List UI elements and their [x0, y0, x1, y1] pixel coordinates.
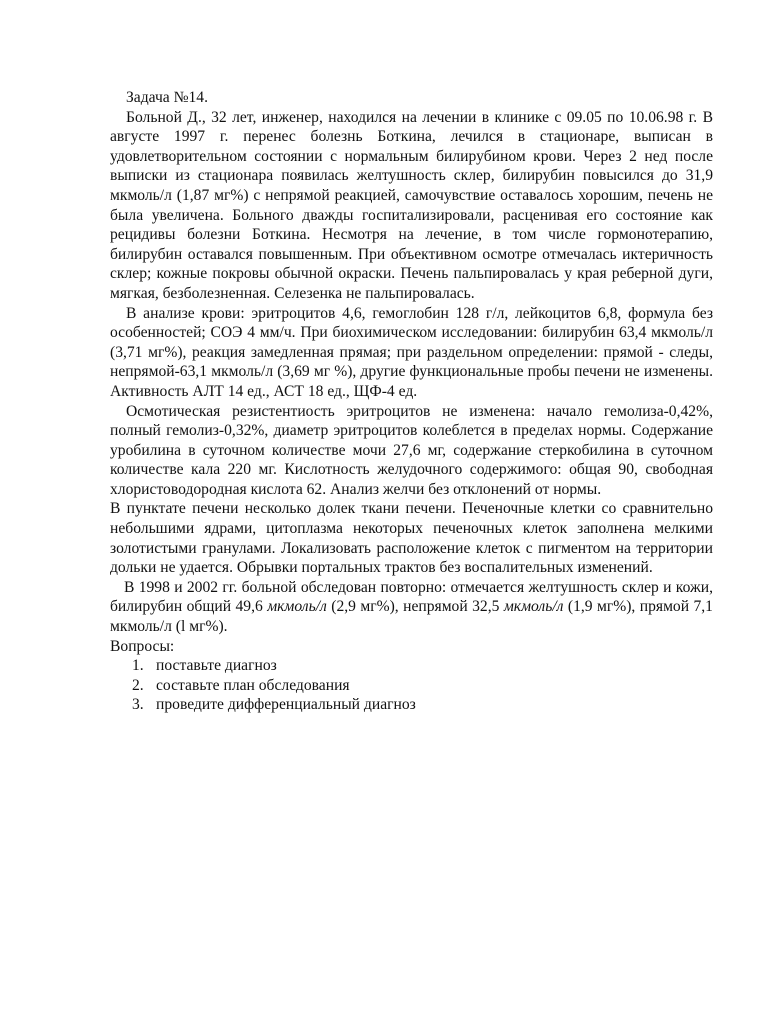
list-item-text: составьте план обследования [156, 676, 350, 694]
list-item-text: поставьте диагноз [156, 657, 277, 675]
list-item-text: проведите дифференциальный диагноз [156, 696, 416, 714]
list-item [110, 656, 713, 676]
paragraph-repeat-exam [110, 578, 713, 637]
paragraph-anamnesis: Больной Д., 32 лет, инженер, находился на лечении в клинике с 09.05 по 10.06.98 г. В августе 1997 г. перенес болезнь Боткина, лечился в стационаре, выписан в удовлетворительном состоянии с нормальным билирубином крови. Через 2 нед после выписки из стационара появилась желтушность склер, билирубин повысился до 31,9 мкмоль/л (1,87 мг%) с непрямой реакцией, самочувствие оставалось хорошим, печень не была увеличена. Больного дважды госпитализировали, расценивая его состояние как рецидивы болезни Боткина. Несмотря на лечение, в том числе гормонотерапию, билирубин оставался повышенным. При объективном осмотре отмечалась иктеричность склер; кожные покровы обычной окраски. Печень пальпировалась у края реберной дуги, мягкая, безболезненная. Селезенка не пальпировалась. [110, 108, 713, 302]
repeat-exam-part3: (1,9 мг%), прямой 7,1 мкмоль/л (l мг%). [110, 598, 713, 636]
questions-label: Вопросы: [110, 637, 175, 655]
paragraph-blood-analysis: В анализе крови: эритроцитов 4,6, гемоглобин 128 г/л, лейкоцитов 6,8, формула без особенностей; СОЭ 4 мм/ч. При биохимическом исследовании: билирубин 63,4 мкмоль/л (3,71 мг%), реакция замедленная прямая; при раздельном определении: прямой - следы, непрямой-63,1 мкмоль/л (3,69 мг %), другие функциональные пробы печени не изменены. Активность АЛТ 14 ед., АСТ 18 ед., ЩФ-4 ед. [110, 304, 713, 400]
list-item-number: 1. [132, 657, 144, 675]
task-title: Задача №14. [126, 89, 208, 106]
list-item-number: 2. [132, 676, 144, 694]
list-item [110, 695, 713, 715]
paragraph-liver-puncture: В пунктате печени несколько долек ткани печени. Печеночные клетки со сравнительно небольшими ядрами, цитоплазма некоторых печеночных клеток заполнена мелкими золотистыми гранулами. Локализовать расположение клеток с пигментом на территории дольки не удается. Обрывки портальных трактов без воспалительных изменений. [110, 500, 713, 577]
list-item [110, 676, 713, 696]
list-item-number: 3. [132, 696, 144, 714]
repeat-exam-part2: (2,9 мг%), непрямой 32,5 [326, 598, 504, 616]
questions-list [110, 656, 713, 715]
document-page [110, 88, 713, 715]
paragraph-osmotic-resistance: Осмотическая резистентиость эритроцитов не изменена: начало гемолиза-0,42%, полный гемолиз-0,32%, диаметр эритроцитов колеблется в пределах нормы. Содержание уробилина в суточном количестве мочи 27,6 мг, содержание стеркобилина в суточном количестве кала 220 мг. Кислотность желудочного содержимого: общая 90, свободная хлористоводородная кислота 62. Анализ желчи без отклонений от нормы. [110, 402, 713, 498]
repeat-exam-unit1: мкмоль/л [267, 598, 327, 616]
repeat-exam-part1: В 1998 и 2002 гг. больной обследован повторно: отмечается желтушность склер и кожи, билирубин общий 49,6 [110, 578, 713, 616]
repeat-exam-unit2: мкмоль/л [503, 598, 564, 616]
